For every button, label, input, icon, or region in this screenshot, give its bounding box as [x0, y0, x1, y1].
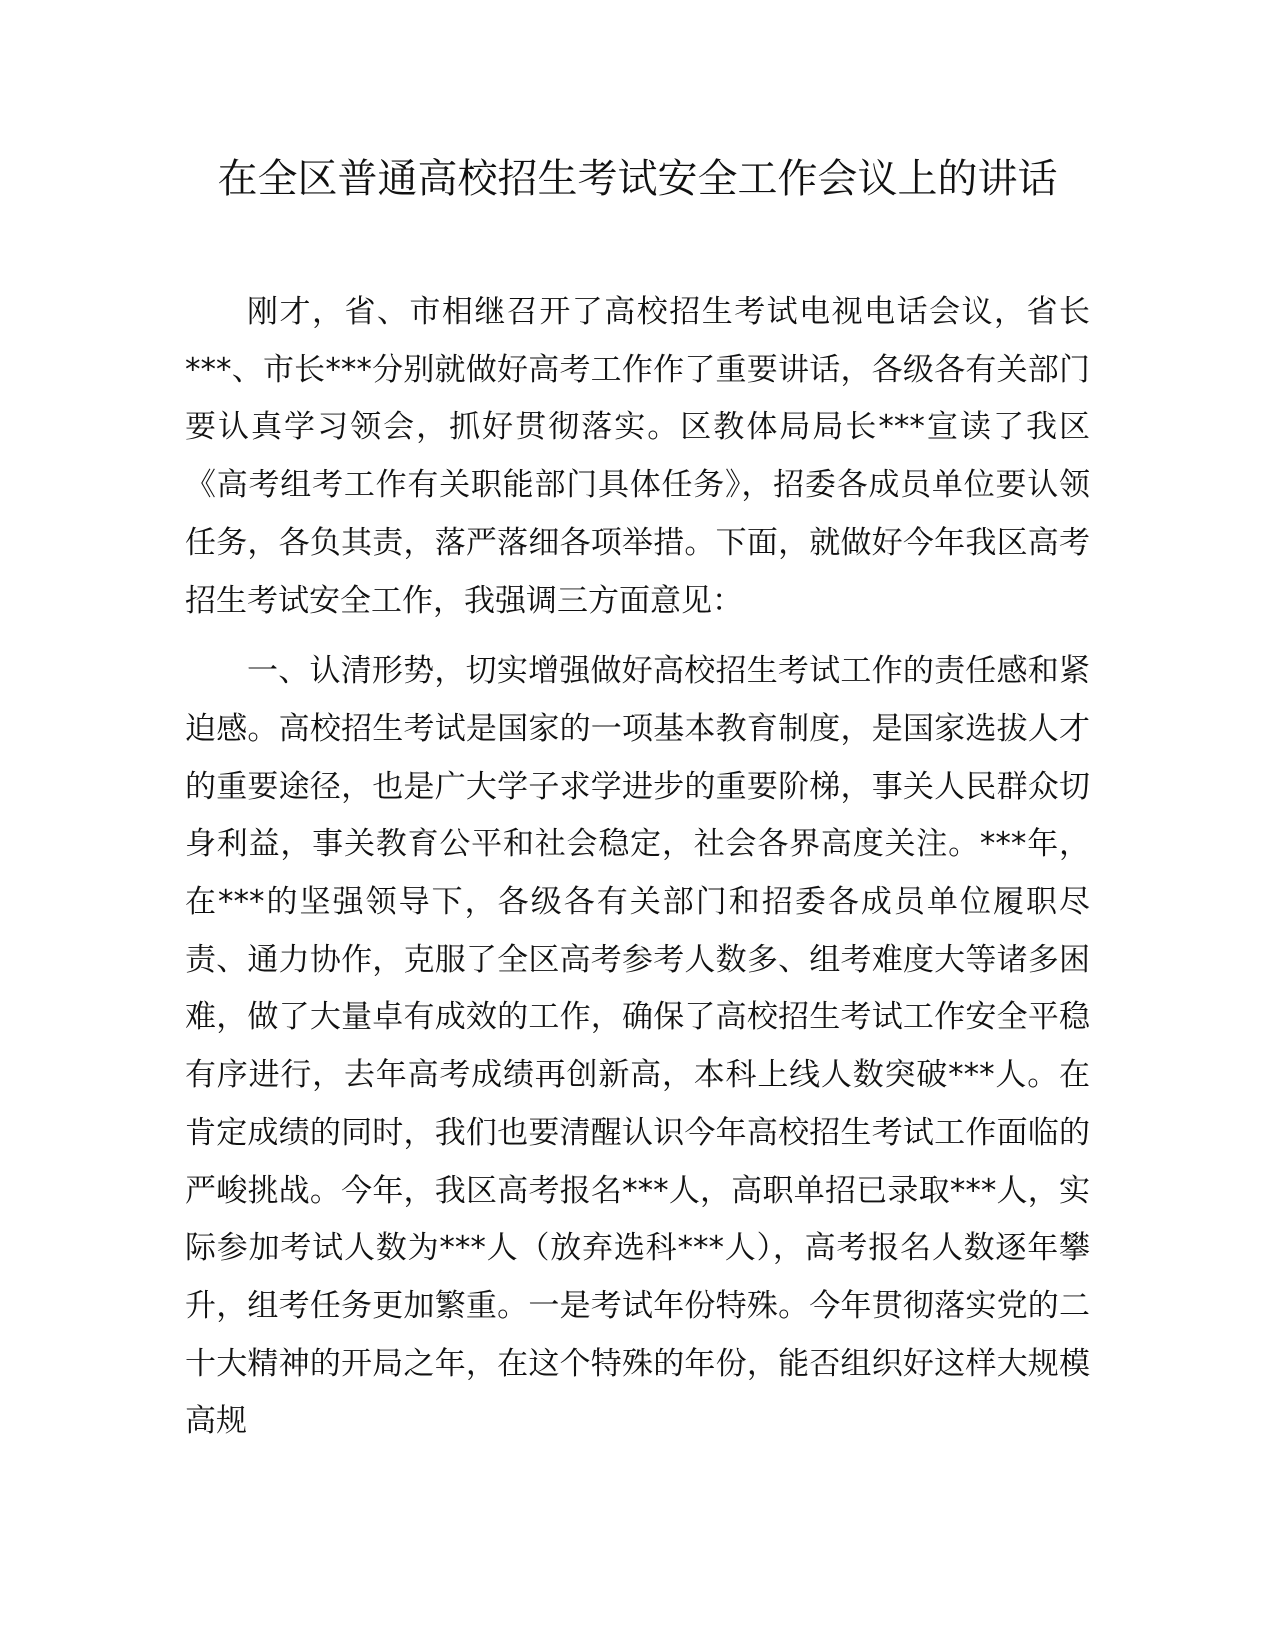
document-body	[185, 284, 1090, 1451]
paragraph-opening: 刚才，省、市相继召开了高校招生考试电视电话会议，省长***、市长***分别就做好高考工作作了重要讲话，各级各有关部门要认真学习领会，抓好贯彻落实。区教体局局长***宣读了我区《高考组考工作有关职能部门具体任务》，招委各成员单位要认领任务，各负其责，落严落细各项举措。下面，就做好今年我区高考招生考试安全工作，我强调三方面意见：	[185, 294, 1090, 619]
document-title: 在全区普通高校招生考试安全工作会议上的讲话	[217, 156, 1058, 202]
paragraph-section-one: 一、认清形势，切实增强做好高校招生考试工作的责任感和紧迫感。高校招生考试是国家的一项基本教育制度，是国家选拔人才的重要途径，也是广大学子求学进步的重要阶梯，事关人民群众切身利益，事关教育公平和社会稳定，社会各界高度关注。***年，在***的坚强领导下，各级各有关部门和招委各成员单位履职尽责、通力协作，克服了全区高考参考人数多、组考难度大等诸多困难，做了大量卓有成效的工作，确保了高校招生考试工作安全平稳有序进行，去年高考成绩再创新高，本科上线人数突破***人。在肯定成绩的同时，我们也要清醒认识今年高校招生考试工作面临的严峻挑战。今年，我区高考报名***人，高职单招已录取***人，实际参加考试人数为***人（放弃选科***人），高考报名人数逐年攀升，组考任务更加繁重。一是考试年份特殊。今年贯彻落实党的二十大精神的开局之年，在这个特殊的年份，能否组织好这样大规模高规	[185, 653, 1090, 1440]
